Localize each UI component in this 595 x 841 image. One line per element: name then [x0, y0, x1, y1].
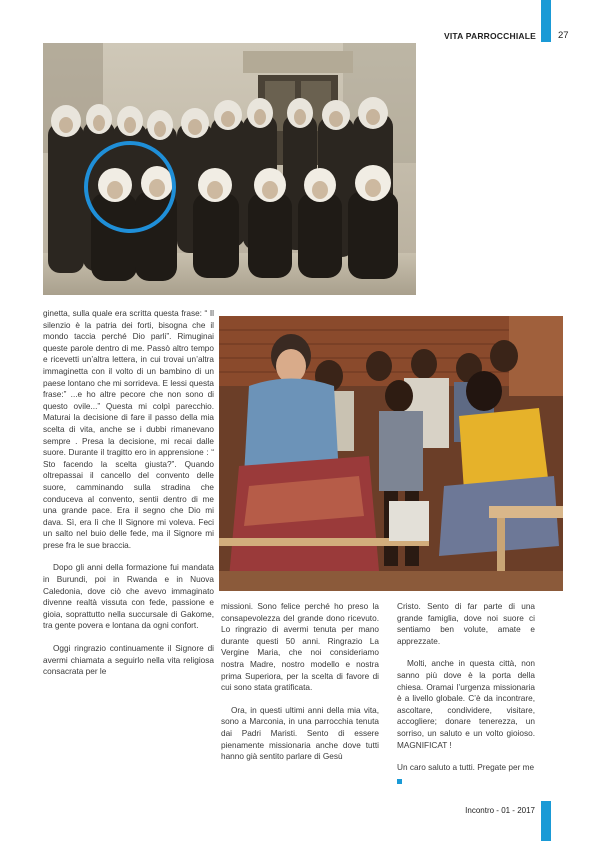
paragraph: ginetta, sulla quale era scritta questa frase: “ Il silenzio è la patria dei forti, bisogna che il mondo taccia perché Dio parli”. Rimuginai queste parole dentro di me. Passò altro tempo e ricevetti un’altra lettera, in cui trovai un’altra immaginetta con il volto di un bambino di un paese lontano che mi sorrideva. E lessi questa frase:” ...e ho altre pecore che non sono di questo ovile...” Questa mi colpì parecchio. Maturai la decisione di fare il passo della mia scelta di vita, anche se i dubbi rimanevano sempre . Presa la decisione, mi recai dalle suore. Durante il tragitto ero in apprensione : “ Sto facendo la scelta giusta?”. Quando oltrepassai il cancello del convento delle suore, camminando sulla stradina che conduceva al convento, sentii dentro di me una grande pace. Era il segno che Dio mi dava. Sì, era lì che Il Signore mi voleva. Feci un salto nel buio delle fede, ma il Signore mi prese fra le sue braccia.	[43, 309, 214, 550]
group-photo-sisters	[43, 43, 416, 295]
end-mark-icon	[397, 779, 402, 784]
paragraph: Ora, in questi ultimi anni della mia vita, sono a Marconia, in una parrocchia tenuta dai Padri Maristi. Sento di essere pienamente missionaria anche dove tutti hanno già sentito parlare di Gesù	[221, 705, 379, 762]
article-column-middle	[221, 601, 379, 774]
paragraph: missioni. Sono felice perché ho preso la consapevolezza del grande dono ricevuto. Lo ringrazio di avermi tenuta per mano durante questi 50 anni. Ringrazio La Vergine Maria, che noi consideriamo nostra Madre, nostro modello e nostra prima Superiora, per la scelta di favore di cui sono stata gratificata.	[221, 602, 379, 693]
missionary-class-photo	[219, 316, 563, 591]
article-column-left	[43, 308, 214, 689]
footer-issue: Incontro - 01 - 2017	[465, 806, 535, 815]
paragraph: Oggi ringrazio continuamente il Signore di avermi chiamata a seguirlo nella vita religiosa consacrata per le	[43, 644, 214, 677]
paragraph: Cristo. Sento di far parte di una grande famiglia, dove noi suore ci sentiamo ben volute, amate e apprezzate.	[397, 602, 535, 646]
paragraph: Dopo gli anni della formazione fui mandata in Burundi, poi in Rwanda e in Nuova Caledonia, dove ciò che avevo immaginato divenne realtà vissuta con fede, passione e gioia, soprattutto nella succursale di Gakome, tra gente povera e lontana da ogni confort.	[43, 563, 214, 631]
accent-bar-bottom	[541, 801, 551, 841]
accent-bar-top	[541, 0, 551, 42]
section-title: VITA PARROCCHIALE	[443, 31, 536, 41]
article-column-right	[397, 601, 535, 787]
closing-line: Un caro saluto a tutti. Pregate per me	[397, 763, 535, 773]
paragraph: Molti, anche in questa città, non sanno più dove è la porta della chiesa. Oramai l’urgenza missionaria è a livello globale. C’è da incontrare, ascoltare, condividere, visitare, accogliere; donare tenerezza, un sorriso, un saluto e un volto gioioso. MAGNIFICAT !	[397, 659, 535, 750]
page-number: 27	[558, 30, 569, 41]
